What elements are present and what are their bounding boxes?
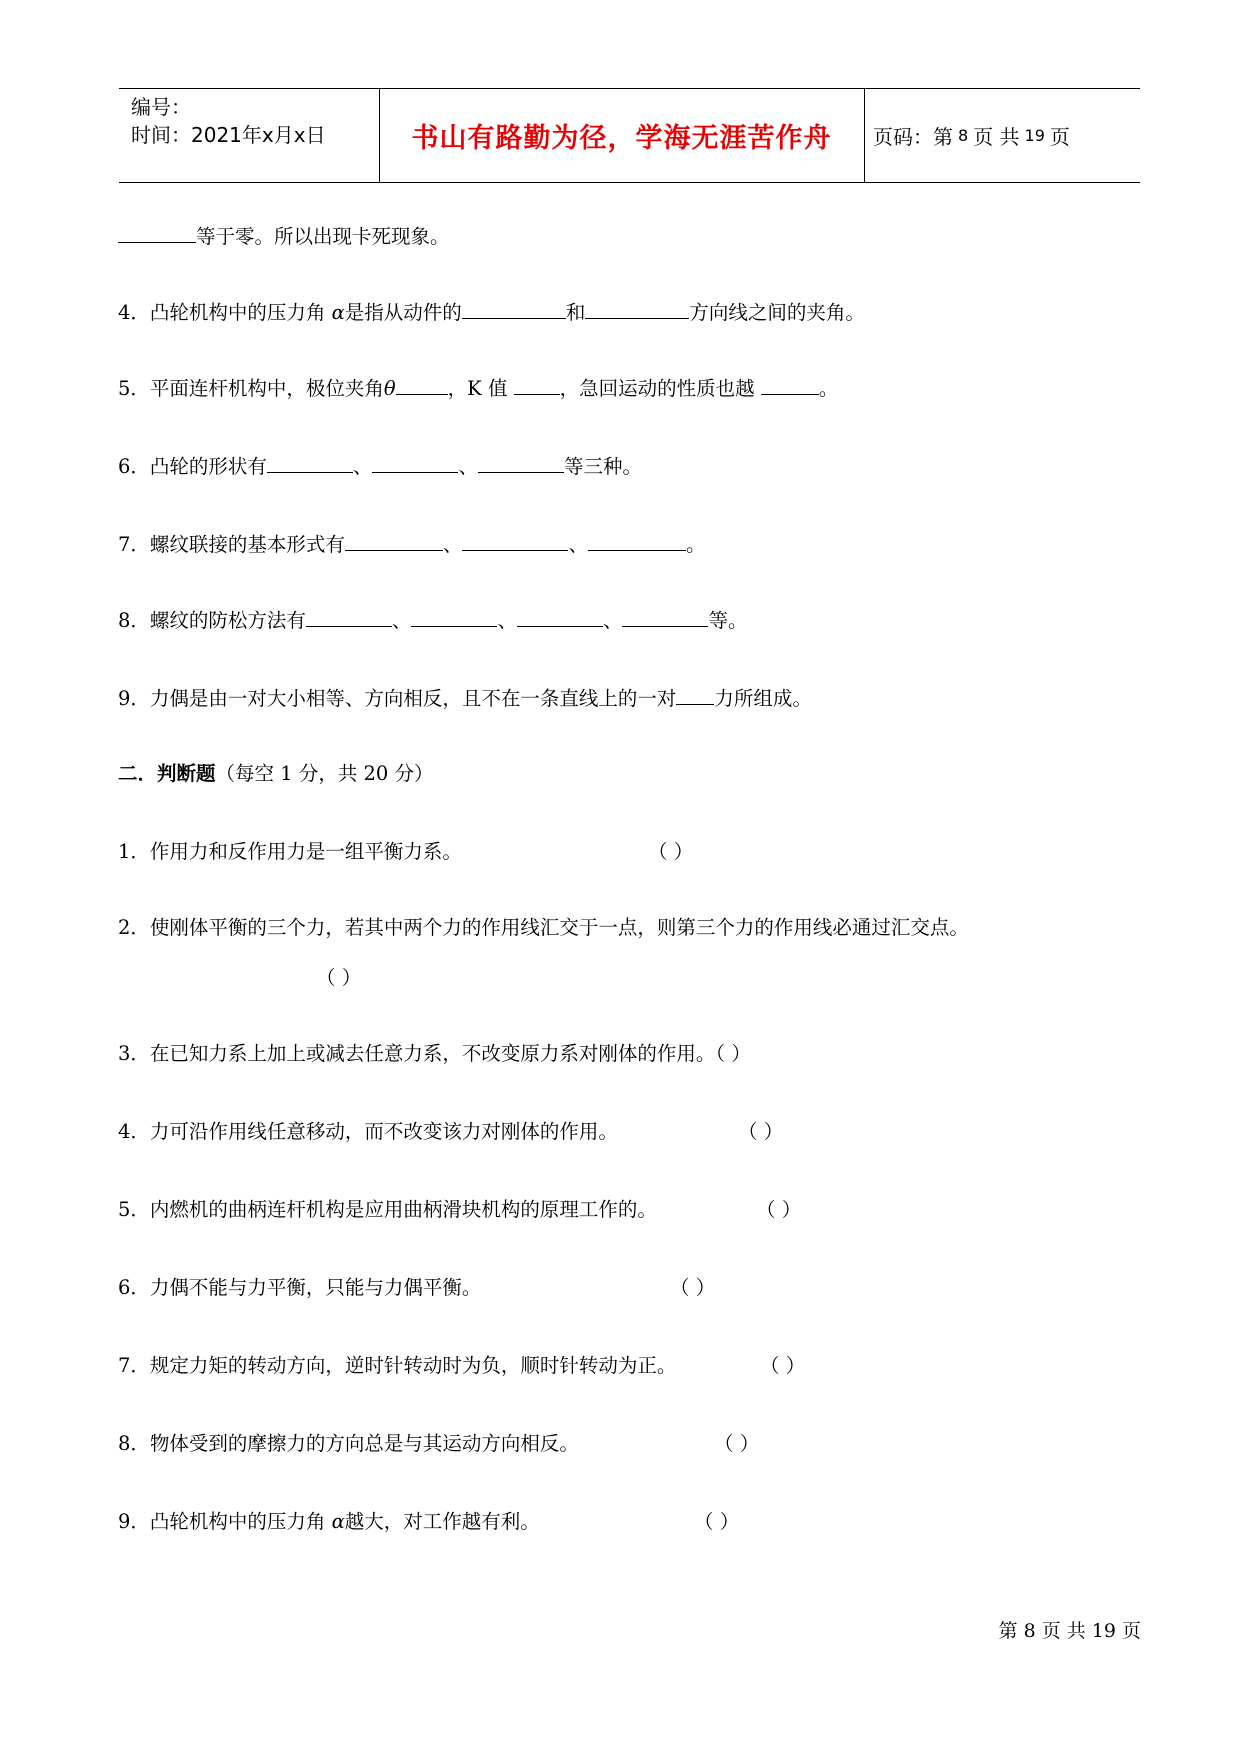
header-page-info: [873, 89, 1070, 182]
line-continuation: [118, 222, 450, 251]
separator: 、: [352, 455, 373, 478]
answer-blank[interactable]: [306, 606, 392, 627]
question-fill-7: [118, 530, 705, 559]
answer-blank[interactable]: [517, 606, 603, 627]
judge-item-6: [118, 1274, 716, 1302]
header-page-mid: 页 共: [973, 125, 1020, 149]
question-text: ，K 值: [447, 377, 508, 400]
answer-blank[interactable]: [462, 298, 566, 319]
answer-parentheses[interactable]: （ ）: [670, 1276, 716, 1299]
answer-blank[interactable]: [588, 530, 686, 551]
theta-symbol: θ: [383, 377, 396, 400]
separator: 、: [458, 455, 478, 478]
header-number-label: 编号：: [131, 95, 191, 119]
question-text: 4．凸轮机构中的压力角: [118, 301, 326, 324]
judge-text: 2．使刚体平衡的三个力，若其中两个力的作用线汇交于一点，则第三个力的作用线必通过汇交点。: [118, 916, 969, 939]
judge-text: 8．物体受到的摩擦力的方向总是与其运动方向相反。: [118, 1432, 579, 1455]
question-fill-8: [118, 606, 747, 635]
answer-parentheses[interactable]: （ ）: [756, 1198, 802, 1221]
question-text: 8．螺纹的防松方法有: [118, 609, 306, 632]
judge-text: 6．力偶不能与力平衡，只能与力偶平衡。: [118, 1276, 482, 1299]
judge-text: 1．作用力和反作用力是一组平衡力系。: [118, 840, 462, 863]
question-text: 力所组成。: [714, 687, 812, 710]
header-page-current: 8: [958, 126, 969, 145]
answer-blank[interactable]: [761, 374, 819, 395]
answer-parentheses[interactable]: （ ）: [694, 1510, 740, 1533]
answer-parentheses[interactable]: （ ）: [648, 840, 694, 863]
judge-text: 4．力可沿作用线任意移动，而不改变该力对刚体的作用。: [118, 1120, 618, 1143]
question-text: 5．平面连杆机构中，极位夹角: [118, 377, 384, 400]
judge-item-5: [118, 1196, 802, 1224]
answer-parentheses[interactable]: （ ）: [714, 1432, 760, 1455]
judge-item-7: [118, 1352, 806, 1380]
page-header: [119, 88, 1140, 183]
answer-blank[interactable]: [514, 374, 560, 395]
judge-text: 越大，对工作越有利。: [344, 1510, 540, 1533]
question-text: 等。: [708, 609, 748, 632]
judge-item-2: [118, 914, 969, 942]
header-meta: [131, 93, 326, 149]
question-fill-4: [118, 298, 865, 327]
question-text: 和: [565, 301, 586, 324]
judge-item-1: [118, 838, 694, 866]
question-text: 。: [818, 377, 839, 400]
judge-text: 5．内燃机的曲柄连杆机构是应用曲柄滑块机构的原理工作的。: [118, 1198, 657, 1221]
section-note: （每空 1 分，共 20 分）: [215, 762, 434, 785]
alpha-symbol: α: [331, 301, 345, 324]
answer-parentheses[interactable]: （ ）: [738, 1120, 784, 1143]
question-text: 方向线之间的夹角。: [689, 301, 865, 324]
section-title: [118, 760, 434, 788]
judge-item-2-answer: [316, 964, 361, 992]
separator: 、: [391, 609, 412, 632]
separator: 、: [497, 609, 517, 632]
separator: 、: [568, 533, 588, 556]
answer-blank[interactable]: [462, 530, 568, 551]
judge-text: 9．凸轮机构中的压力角: [118, 1510, 326, 1533]
answer-parentheses[interactable]: （ ）: [760, 1354, 806, 1377]
answer-blank[interactable]: [585, 298, 689, 319]
judge-item-3: [118, 1040, 751, 1068]
question-text: 7．螺纹联接的基本形式有: [118, 533, 345, 556]
question-text: 是指从动件的: [344, 301, 462, 324]
question-text: 。: [685, 533, 706, 556]
answer-blank[interactable]: [372, 452, 458, 473]
header-page-total: 19: [1024, 126, 1045, 145]
judge-item-9: [118, 1508, 740, 1536]
question-fill-5: [118, 374, 838, 403]
question-text: ，急回运动的性质也越: [559, 377, 755, 400]
alpha-symbol: α: [331, 1510, 345, 1533]
answer-blank[interactable]: [267, 452, 353, 473]
answer-blank[interactable]: [622, 606, 708, 627]
line-text: 等于零。所以出现卡死现象。: [196, 225, 450, 248]
question-text: 等三种。: [563, 455, 642, 478]
section-heading: 二．判断题: [118, 762, 216, 785]
header-page-prefix: 页码：第: [873, 125, 953, 149]
question-fill-6: [118, 452, 642, 481]
question-text: 9．力偶是由一对大小相等、方向相反，且不在一条直线上的一对: [118, 687, 677, 710]
answer-blank[interactable]: [345, 530, 443, 551]
question-fill-9: [118, 684, 812, 713]
judge-item-4: [118, 1118, 784, 1146]
header-page-suffix: 页: [1049, 125, 1070, 149]
answer-blank[interactable]: [676, 684, 714, 705]
judge-text: 7．规定力矩的转动方向，逆时针转动时为负，顺时针转动为正。: [118, 1354, 677, 1377]
separator: 、: [442, 533, 463, 556]
page-footer: 第 8 页 共 19 页: [998, 1620, 1141, 1642]
header-motto: 书山有路勤为径，学海无涯苦作舟: [411, 123, 832, 154]
header-divider-right: [864, 89, 865, 182]
judge-item-8: [118, 1430, 760, 1458]
answer-blank[interactable]: [118, 222, 196, 243]
judge-text[interactable]: 3．在已知力系上加上或减去任意力系，不改变原力系对刚体的作用。（ ）: [118, 1042, 751, 1065]
question-text: 6．凸轮的形状有: [118, 455, 267, 478]
answer-blank[interactable]: [411, 606, 497, 627]
answer-blank[interactable]: [396, 374, 448, 395]
separator: 、: [602, 609, 623, 632]
header-time-label: 时间：2021年x月x日: [131, 123, 326, 147]
answer-parentheses[interactable]: （ ）: [316, 966, 362, 989]
answer-blank[interactable]: [478, 452, 564, 473]
